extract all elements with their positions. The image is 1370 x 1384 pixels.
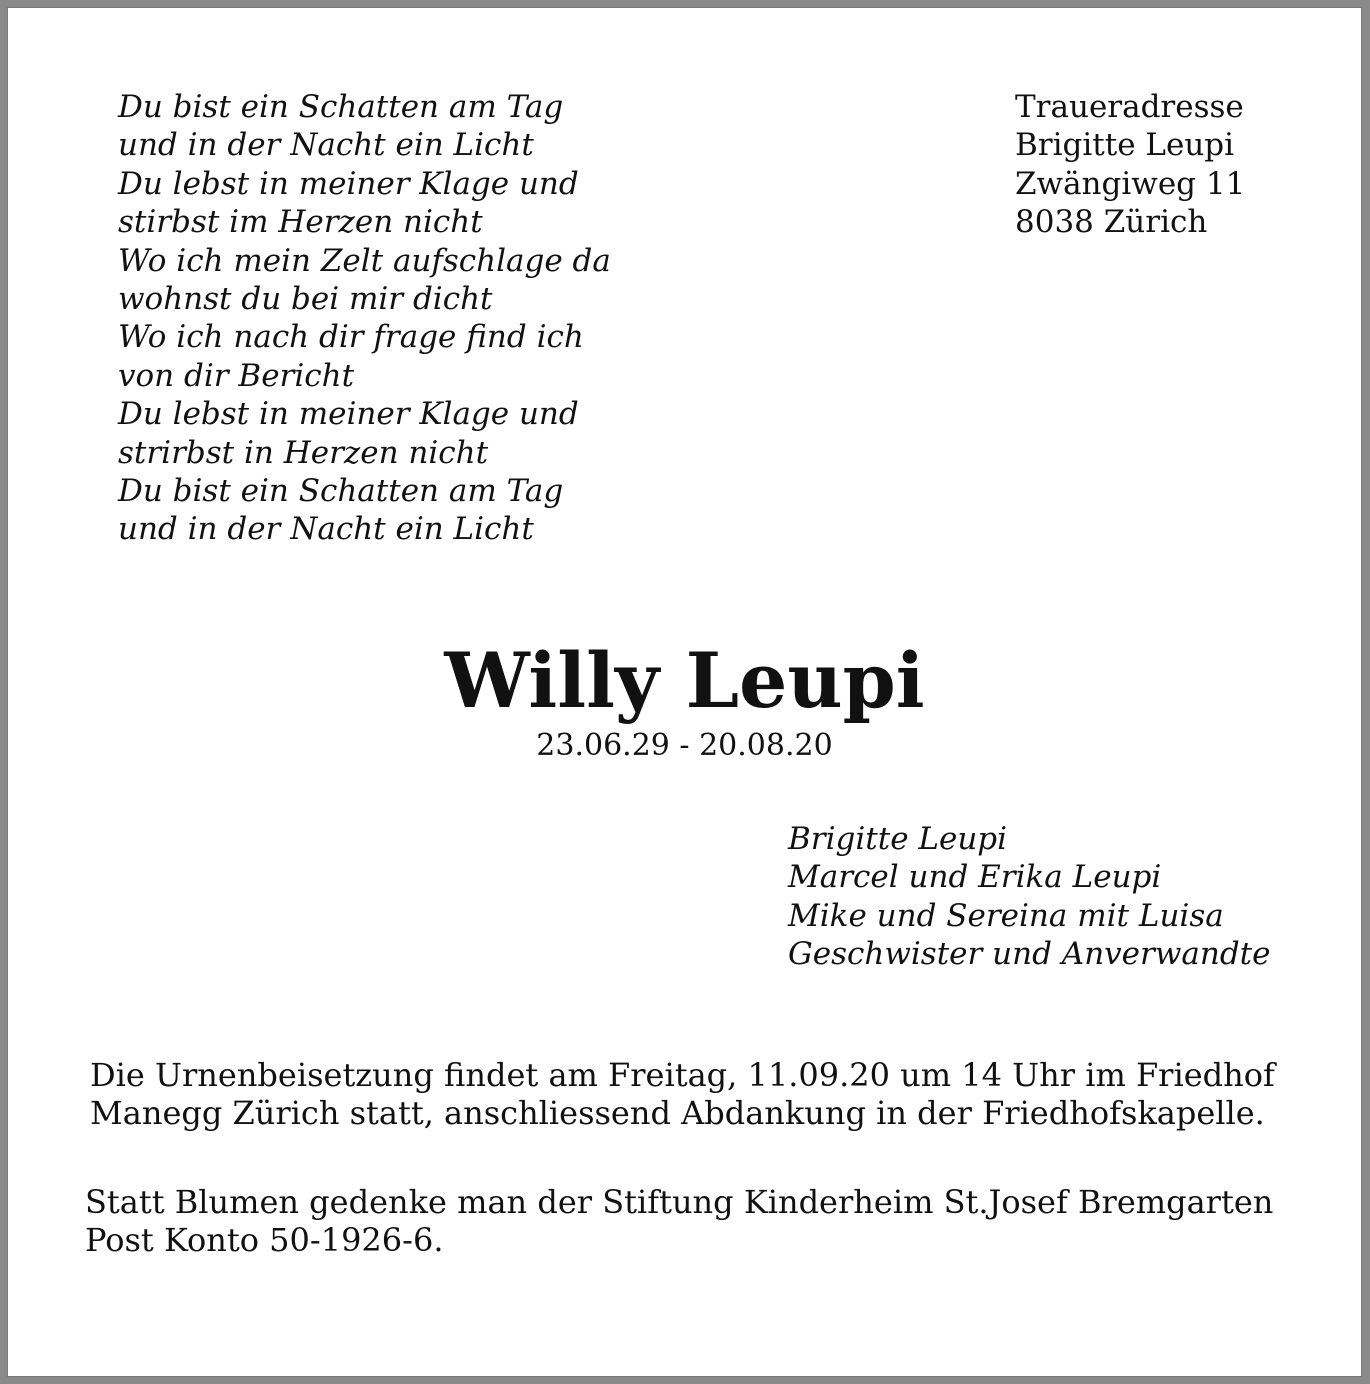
funeral-line: Manegg Zürich statt, anschliessend Abdankung in der Friedhofskapelle. — [90, 1094, 1265, 1132]
poem-line: Wo ich mein Zelt aufschlage da — [118, 242, 611, 279]
poem-line: strirbst in Herzen nicht — [118, 434, 489, 471]
family-list — [788, 820, 1270, 973]
obituary-page — [8, 8, 1361, 1376]
donation-notice — [85, 1183, 1273, 1259]
poem-line: Du lebst in meiner Klage und — [118, 165, 579, 202]
poem-line: stirbst im Herzen nicht — [118, 204, 483, 241]
donation-line: Statt Blumen gedenke man der Stiftung Kinderheim St.Josef Bremgarten — [85, 1183, 1274, 1221]
address-line: 8038 Zürich — [1015, 204, 1208, 241]
funeral-line: Die Urnenbeisetzung findet am Freitag, 11.09.20 um 14 Uhr im Friedhof — [90, 1056, 1275, 1094]
poem-line: Du bist ein Schatten am Tag — [118, 473, 564, 510]
family-member: Geschwister und Anverwandte — [788, 935, 1271, 972]
funeral-notice — [90, 1056, 1275, 1132]
life-dates: 23.06.29 - 20.08.20 — [536, 728, 833, 763]
poem-block — [118, 88, 611, 549]
poem-line: Du bist ein Schatten am Tag — [118, 89, 564, 125]
family-member: Mike und Sereina mit Luisa — [788, 897, 1224, 934]
poem-line: Du lebst in meiner Klage und — [118, 396, 579, 433]
address-line: Brigitte Leupi — [1015, 127, 1235, 164]
poem-line: von dir Bericht — [118, 357, 355, 394]
poem-line: wohnst du bei mir dicht — [118, 281, 493, 318]
poem-line: und in der Nacht ein Licht — [118, 127, 534, 164]
poem-line: Wo ich nach dir frage find ich — [118, 319, 584, 356]
poem-line: und in der Nacht ein Licht — [118, 511, 534, 548]
donation-line: Post Konto 50-1926-6. — [85, 1221, 444, 1259]
deceased-name: Willy Leupi — [444, 636, 925, 725]
mourning-address — [1015, 88, 1245, 242]
address-line: Zwängiweg 11 — [1015, 165, 1246, 202]
family-member: Brigitte Leupi — [788, 821, 1008, 857]
address-heading: Traueradresse — [1015, 89, 1244, 125]
family-member: Marcel und Erika Leupi — [788, 859, 1162, 896]
